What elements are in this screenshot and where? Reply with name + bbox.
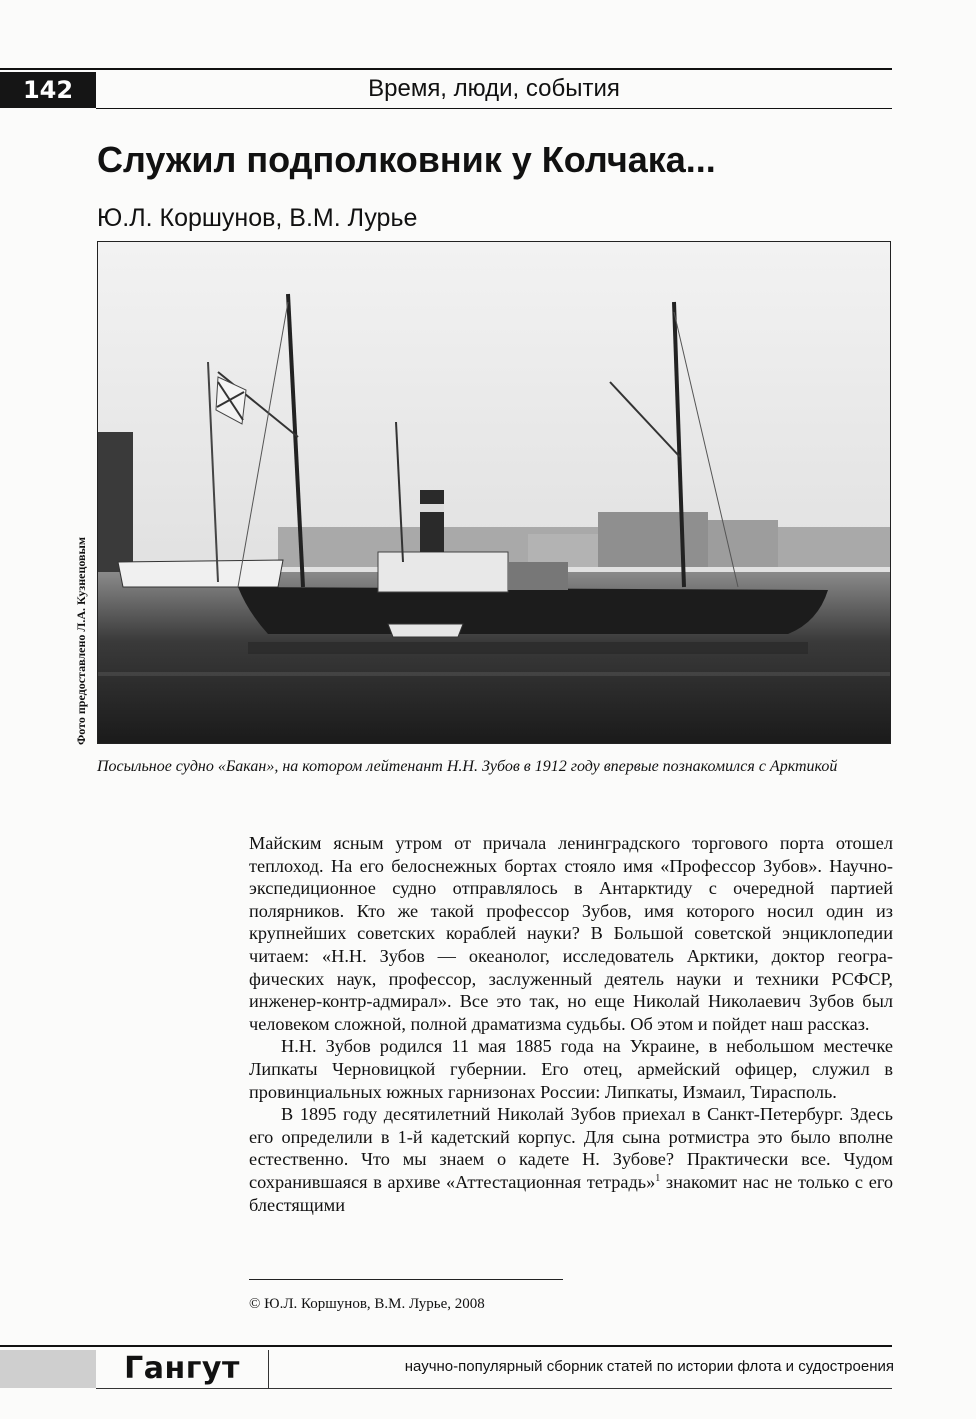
footer-shade	[0, 1350, 96, 1388]
paragraph-1: Майским ясным утром от причала ленинградского торгового порта отошел теплоход. На его белоснежных бортах стояло имя «Профессор Зубов». Научно-экспедиционное судно отправлялось в Антарктиду с очередной партией полярников. Кто же такой профессор Зубов, имя которого носил один из крупнейших советских кораблей науки? В Большой советской энциклопедии читаем: «Н.Н. Зубов — океанолог, исследователь Арктики, доктор географических наук, профессор, заслуженный деятель науки и техники РСФСР, инженер-контр-адмирал». Все это так, но еще Николай Николаевич Зубов был человеком сложной, полной драматизма судьбы. Об этом и пойдет наш рассказ.	[249, 833, 893, 1034]
article-authors: Ю.Л. Коршунов, В.М. Лурье	[97, 204, 418, 232]
section-title: Время, люди, события	[96, 72, 892, 109]
paragraph-3	[249, 1103, 893, 1216]
ship-photo-image	[98, 242, 891, 744]
footnote-rule	[249, 1279, 563, 1280]
footnote-ref: 1	[655, 1172, 661, 1184]
paragraph-2: Н.Н. Зубов родился 11 мая 1885 года на Украине, в небольшом местечке Липкаты Черновицкой губернии. Его отец, армейский офицер, служил в провинциальных южных гарнизонах России: Липкаты, Измаил, Тирасполь.	[249, 1036, 893, 1102]
paragraph-3-text: В 1895 году десятилетний Николай Зубов приехал в Санкт-Петербург. Здесь его определили в 1-й кадетский корпус. Для сына ротмистра это было вполне естественно. Что мы знаем о кадете Н. Зубове? Практически все. Чудом сохранившаяся в архиве «Аттестационная тетрадь»	[249, 1104, 893, 1192]
footer-separator	[268, 1350, 269, 1388]
footer-rule	[0, 1345, 892, 1347]
photo-caption: Посыльное судно «Бакан», на котором лейтенант Н.Н. Зубов в 1912 году впервые познакомился с Арктикой	[97, 758, 838, 775]
journal-logo: Гангут	[124, 1351, 240, 1386]
ship-photo	[97, 241, 891, 744]
header-rule	[0, 68, 892, 70]
article-body	[249, 832, 893, 1216]
footer-bottom-rule	[96, 1388, 892, 1389]
photo-credit: Фото предоставлено Л.А. Кузнецовым	[74, 536, 88, 745]
journal-tagline: научно-популярный сборник статей по истории флота и судостроения	[404, 1358, 894, 1375]
paragraph-3-end: знакомит нас не только с его блестящими	[249, 1171, 894, 1215]
page-number: 142	[0, 72, 96, 108]
article-title: Служил подполковник у Колчака...	[97, 139, 716, 180]
copyright-footnote: © Ю.Л. Коршунов, В.М. Лурье, 2008	[249, 1296, 485, 1312]
